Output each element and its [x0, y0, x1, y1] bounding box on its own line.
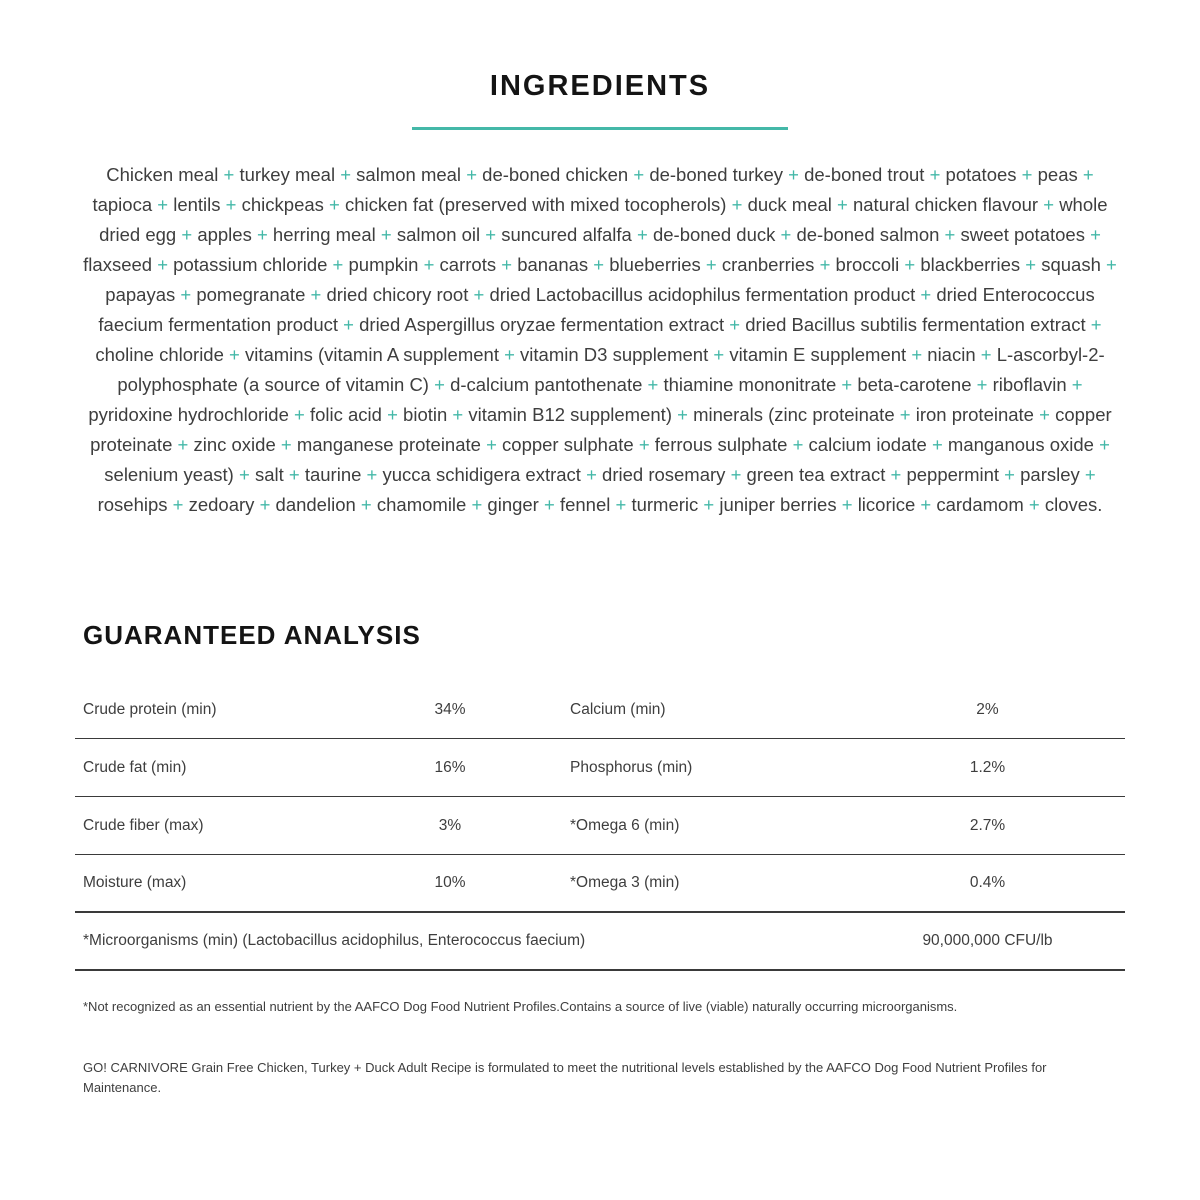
- plus-separator: +: [698, 494, 720, 515]
- ingredient-item: fennel: [559, 494, 611, 515]
- plus-separator: +: [971, 374, 993, 395]
- plus-separator: +: [1079, 464, 1096, 485]
- ingredient-item: sweet potatoes: [960, 224, 1085, 245]
- plus-separator: +: [700, 254, 722, 275]
- ingredient-item: niacin: [927, 344, 976, 365]
- plus-separator: +: [831, 194, 853, 215]
- ingredient-item: calcium iodate: [808, 434, 927, 455]
- ingredient-item: turkey meal: [239, 164, 336, 185]
- ingredient-item: licorice: [857, 494, 916, 515]
- plus-separator: +: [1033, 404, 1056, 425]
- plus-separator: +: [939, 224, 961, 245]
- nutrient-label: Moisture (max): [83, 874, 187, 891]
- plus-separator: +: [338, 314, 360, 335]
- plus-separator: +: [725, 464, 747, 485]
- plus-separator: +: [172, 434, 194, 455]
- plus-separator: +: [254, 494, 276, 515]
- plus-separator: +: [275, 434, 297, 455]
- ingredient-item: de-boned trout: [804, 164, 925, 185]
- ingredients-header: [75, 70, 1125, 130]
- plus-separator: +: [1016, 164, 1038, 185]
- plus-separator: +: [283, 464, 305, 485]
- ingredient-item: chamomile: [376, 494, 467, 515]
- plus-separator: +: [724, 314, 746, 335]
- ingredient-item: dried Bacillus subtilis fermentation extract: [745, 314, 1086, 335]
- aafco-footnote: *Not recognized as an essential nutrient by the AAFCO Dog Food Nutrient Profiles.Contains a source of live (viable) naturally occurring microorganisms.: [83, 999, 958, 1014]
- ingredient-item: green tea extract: [746, 464, 886, 485]
- ingredient-item: choline chloride: [95, 344, 224, 365]
- ingredient-item: salmon meal: [356, 164, 462, 185]
- ingredient-item: dried Lactobacillus acidophilus fermentation product: [489, 284, 916, 305]
- ingredient-item: flaxseed: [83, 254, 153, 275]
- plus-separator: +: [468, 284, 490, 305]
- plus-separator: +: [894, 404, 916, 425]
- ingredient-item: dried chicory root: [326, 284, 469, 305]
- nutrient-label: Crude protein (min): [83, 700, 217, 718]
- guaranteed-analysis-table: [75, 681, 1125, 971]
- plus-separator: +: [631, 224, 653, 245]
- plus-separator: +: [775, 224, 797, 245]
- analysis-row: [75, 855, 1125, 913]
- plus-separator: +: [814, 254, 836, 275]
- plus-separator: +: [323, 194, 345, 215]
- plus-separator: +: [251, 224, 273, 245]
- ingredient-item: squash: [1041, 254, 1101, 275]
- ingredient-item: zinc oxide: [193, 434, 276, 455]
- plus-separator: +: [1066, 374, 1083, 395]
- plus-separator: +: [836, 374, 858, 395]
- ingredient-item: taurine: [304, 464, 362, 485]
- analysis-row: [75, 797, 1125, 855]
- ingredient-item: apples: [197, 224, 252, 245]
- ingredient-item: papayas: [105, 284, 176, 305]
- plus-separator: +: [447, 404, 469, 425]
- plus-separator: +: [1023, 494, 1045, 515]
- analysis-row: [75, 681, 1125, 739]
- nutrient-value: 16%: [434, 758, 466, 776]
- plus-separator: +: [1100, 254, 1117, 275]
- ingredient-item: turmeric: [631, 494, 699, 515]
- guaranteed-analysis-title: GUARANTEED ANALYSIS: [83, 620, 421, 650]
- ingredient-item: cardamom: [936, 494, 1024, 515]
- plus-separator: +: [633, 434, 655, 455]
- ingredient-item: de-boned salmon: [796, 224, 940, 245]
- nutrient-value: 1.2%: [969, 758, 1006, 776]
- plus-separator: +: [926, 434, 948, 455]
- ingredient-item: vitamin B12 supplement): [468, 404, 672, 425]
- nutrient-label: *Microorganisms (min) (Lactobacillus acidophilus, Enterococcus faecium): [83, 932, 586, 949]
- plus-separator: +: [305, 284, 327, 305]
- plus-separator: +: [642, 374, 664, 395]
- plus-separator: +: [1038, 194, 1060, 215]
- ingredient-item: vitamins (vitamin A supplement: [244, 344, 499, 365]
- plus-separator: +: [361, 464, 383, 485]
- ingredient-item: juniper berries: [719, 494, 837, 515]
- ingredient-item: riboflavin: [992, 374, 1067, 395]
- plus-separator: +: [480, 434, 503, 455]
- ingredient-item: yucca schidigera extract: [382, 464, 581, 485]
- ingredient-item: salmon oil: [396, 224, 481, 245]
- ingredient-item: tapioca: [92, 194, 153, 215]
- ingredients-text: [75, 160, 1125, 520]
- plus-separator: +: [538, 494, 560, 515]
- plus-separator: +: [335, 164, 357, 185]
- ingredient-item: d-calcium pantothenate: [450, 374, 643, 395]
- nutrient-label: Phosphorus (min): [570, 758, 693, 776]
- plus-separator: +: [906, 344, 928, 365]
- ingredient-item: folic acid: [309, 404, 382, 425]
- ingredient-item: selenium yeast): [104, 464, 234, 485]
- nutrient-label: Crude fat (min): [83, 758, 187, 776]
- plus-separator: +: [899, 254, 921, 275]
- plus-separator: +: [588, 254, 610, 275]
- nutrient-label: *Omega 3 (min): [570, 874, 680, 891]
- ingredient-item: duck meal: [747, 194, 832, 215]
- ingredient-item: carrots: [439, 254, 497, 275]
- plus-separator: +: [218, 164, 240, 185]
- plus-separator: +: [381, 404, 404, 425]
- ingredient-item: bananas: [517, 254, 589, 275]
- plus-separator: +: [223, 344, 245, 365]
- ingredient-item: suncured alfalfa: [501, 224, 632, 245]
- ingredient-item: copper proteinate: [90, 404, 1112, 455]
- ingredient-item: beta-carotene: [857, 374, 972, 395]
- ingredient-item: manganese proteinate: [296, 434, 481, 455]
- ingredient-item: potatoes: [945, 164, 1017, 185]
- ingredient-item: peppermint: [906, 464, 1000, 485]
- ingredient-item: zedoary: [188, 494, 255, 515]
- ingredient-item: biotin: [403, 404, 448, 425]
- ingredient-item: copper sulphate: [502, 434, 634, 455]
- nutrient-label: Crude fiber (max): [83, 816, 204, 834]
- ingredient-item: lentils: [173, 194, 221, 215]
- plus-separator: +: [466, 494, 488, 515]
- plus-separator: +: [176, 224, 198, 245]
- plus-separator: +: [152, 194, 174, 215]
- ingredient-item: natural chicken flavour: [852, 194, 1039, 215]
- plus-separator: +: [787, 434, 809, 455]
- ingredient-item: thiamine mononitrate: [663, 374, 837, 395]
- plus-separator: +: [783, 164, 805, 185]
- ingredient-item: dandelion: [275, 494, 356, 515]
- title-underline: [412, 127, 788, 130]
- plus-separator: +: [1020, 254, 1042, 275]
- ingredient-item: chicken fat (preserved with mixed tocopherols): [344, 194, 727, 215]
- analysis-row: [75, 739, 1125, 797]
- formulation-statement: GO! CARNIVORE Grain Free Chicken, Turkey + Duck Adult Recipe is formulated to meet the nutritional levels established by the AAFCO Dog Food Nutrient Profiles for Maintenance.: [83, 1060, 1047, 1095]
- ingredient-item: parsley: [1020, 464, 1080, 485]
- ingredient-item: dried Enterococcus faecium fermentation product: [98, 284, 1095, 335]
- plus-separator: +: [915, 494, 937, 515]
- plus-separator: +: [1093, 434, 1110, 455]
- plus-separator: +: [233, 464, 255, 485]
- ingredient-item: broccoli: [835, 254, 900, 275]
- plus-separator: +: [480, 224, 502, 245]
- plus-separator: +: [885, 464, 907, 485]
- ingredient-item: L-ascorbyl-2-polyphosphate (a source of vitamin C): [117, 344, 1105, 395]
- ingredient-item: potassium chloride: [173, 254, 328, 275]
- ingredient-item: pumpkin: [348, 254, 419, 275]
- plus-separator: +: [924, 164, 946, 185]
- ingredient-item: blueberries: [609, 254, 701, 275]
- nutrient-value: 3%: [438, 816, 462, 834]
- nutrient-value: 0.4%: [969, 874, 1006, 891]
- label-page: [75, 0, 1125, 1098]
- plus-separator: +: [610, 494, 632, 515]
- ingredient-item: ferrous sulphate: [654, 434, 788, 455]
- ingredient-item: vitamin D3 supplement: [520, 344, 709, 365]
- plus-separator: +: [375, 224, 397, 245]
- nutrient-label: *Omega 6 (min): [570, 816, 680, 834]
- ingredient-item: peas: [1037, 164, 1078, 185]
- ingredient-item: herring meal: [272, 224, 376, 245]
- ingredient-item: de-boned duck: [652, 224, 776, 245]
- nutrient-value: 2%: [976, 700, 999, 718]
- plus-separator: +: [327, 254, 349, 275]
- ingredient-item: pomegranate: [196, 284, 306, 305]
- plus-separator: +: [1085, 314, 1102, 335]
- plus-separator: +: [975, 344, 997, 365]
- plus-separator: +: [915, 284, 937, 305]
- plus-separator: +: [708, 344, 730, 365]
- plus-separator: +: [580, 464, 603, 485]
- ingredient-item: de-boned turkey: [649, 164, 784, 185]
- ingredient-item: pyridoxine hydrochloride: [88, 404, 289, 425]
- plus-separator: +: [1084, 224, 1101, 245]
- plus-separator: +: [167, 494, 189, 515]
- plus-separator: +: [496, 254, 518, 275]
- guaranteed-analysis-section: [75, 620, 1125, 971]
- ingredient-item: blackberries: [920, 254, 1021, 275]
- ingredient-item: rosehips: [97, 494, 168, 515]
- ingredient-item: cloves.: [1044, 494, 1103, 515]
- analysis-row-microorganisms: [75, 913, 1125, 971]
- plus-separator: +: [220, 194, 242, 215]
- ingredient-item: iron proteinate: [915, 404, 1034, 425]
- ingredient-item: manganous oxide: [947, 434, 1094, 455]
- ingredients-title: INGREDIENTS: [489, 70, 711, 102]
- plus-separator: +: [418, 254, 440, 275]
- plus-separator: +: [1077, 164, 1094, 185]
- plus-separator: +: [671, 404, 694, 425]
- ingredient-item: chickpeas: [241, 194, 324, 215]
- plus-separator: +: [726, 194, 748, 215]
- nutrient-value: 10%: [434, 874, 466, 891]
- ingredient-item: dried Aspergillus oryzae fermentation extract: [359, 314, 725, 335]
- ingredient-item: cranberries: [721, 254, 815, 275]
- plus-separator: +: [175, 284, 197, 305]
- ingredient-item: minerals (zinc proteinate: [693, 404, 895, 425]
- plus-separator: +: [288, 404, 310, 425]
- plus-separator: +: [498, 344, 521, 365]
- ingredient-item: salt: [254, 464, 284, 485]
- nutrient-value: 90,000,000 CFU/lb: [922, 932, 1053, 949]
- nutrient-label: Calcium (min): [570, 700, 666, 718]
- nutrient-value: 2.7%: [969, 816, 1006, 834]
- plus-separator: +: [628, 164, 650, 185]
- plus-separator: +: [999, 464, 1021, 485]
- ingredient-item: ginger: [487, 494, 539, 515]
- ingredient-item: de-boned chicken: [482, 164, 629, 185]
- plus-separator: +: [355, 494, 377, 515]
- plus-separator: +: [836, 494, 858, 515]
- ingredient-item: whole dried egg: [99, 194, 1108, 245]
- ingredient-item: dried rosemary: [602, 464, 726, 485]
- ingredient-item: Chicken meal: [106, 164, 219, 185]
- nutrient-value: 34%: [434, 700, 466, 718]
- plus-separator: +: [428, 374, 451, 395]
- plus-separator: +: [461, 164, 483, 185]
- ingredient-item: vitamin E supplement: [729, 344, 907, 365]
- plus-separator: +: [152, 254, 174, 275]
